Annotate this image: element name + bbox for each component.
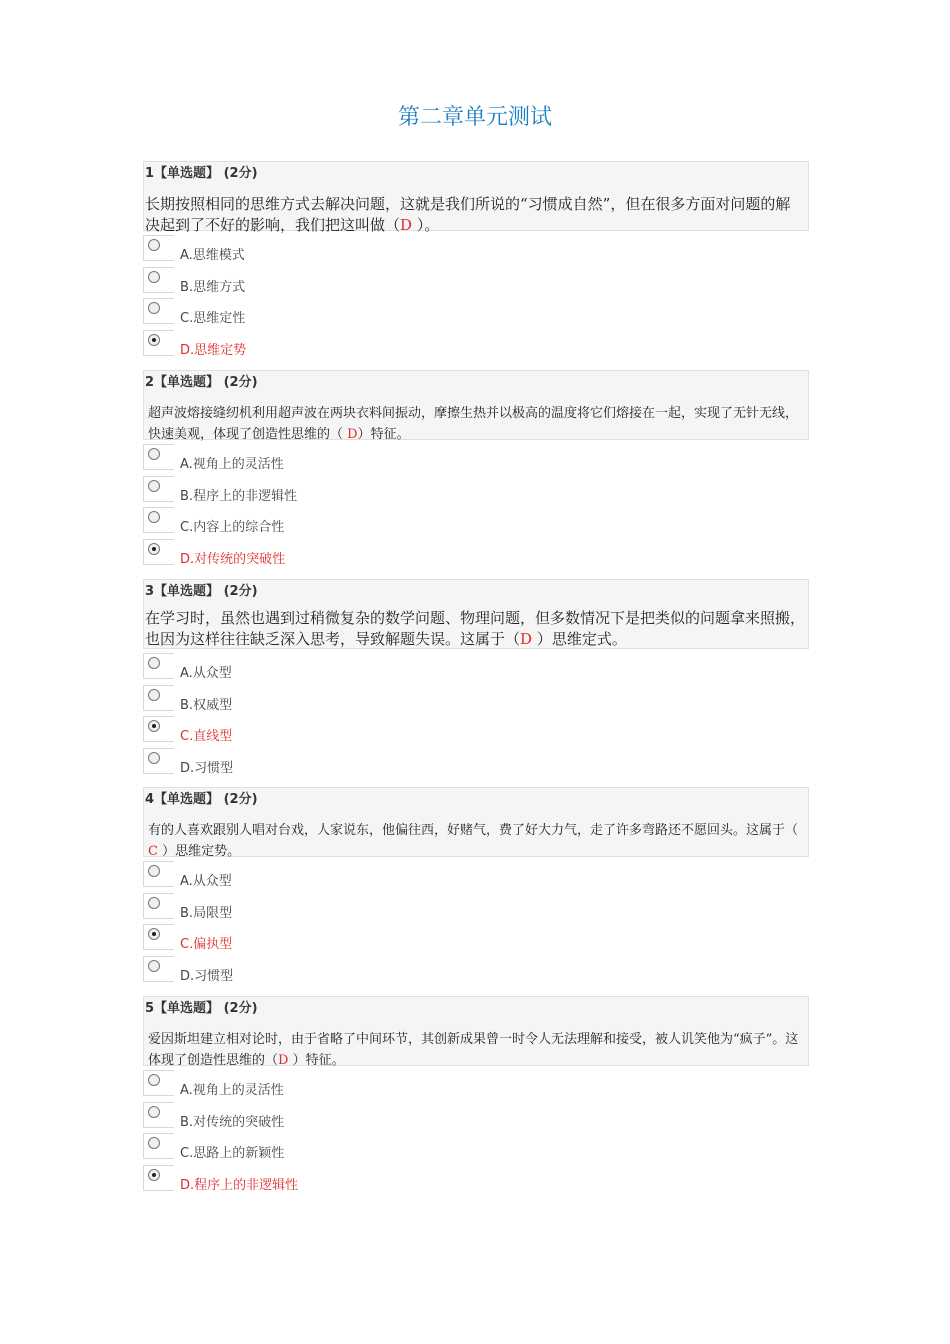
options-list xyxy=(143,651,809,777)
option-c[interactable]: C.直线型 xyxy=(143,714,809,746)
option-a[interactable]: A.视角上的灵活性 xyxy=(143,442,809,474)
question-score: (2分) xyxy=(223,584,258,599)
question-2 xyxy=(143,370,809,568)
radio-button[interactable] xyxy=(148,448,160,460)
radio-button[interactable] xyxy=(148,897,160,909)
answer-mark: D xyxy=(347,427,358,442)
radio-button-checked[interactable] xyxy=(148,1169,160,1181)
option-a[interactable]: A.视角上的灵活性 xyxy=(143,1068,809,1100)
radio-button[interactable] xyxy=(148,1137,160,1149)
radio-button-checked[interactable] xyxy=(148,928,160,940)
radio-button[interactable] xyxy=(148,960,160,972)
option-d[interactable]: D.程序上的非逻辑性 xyxy=(143,1163,809,1195)
option-b[interactable]: B.权威型 xyxy=(143,683,809,715)
question-5 xyxy=(143,996,809,1194)
question-number: 4 xyxy=(145,792,155,807)
question-box xyxy=(143,579,809,649)
option-d[interactable]: D.思维定势 xyxy=(143,328,809,360)
option-d[interactable]: D.习惯型 xyxy=(143,954,809,986)
question-number: 3 xyxy=(145,584,155,599)
radio-button[interactable] xyxy=(148,689,160,701)
question-type: 【单选题】 xyxy=(154,792,220,807)
answer-mark: C xyxy=(148,844,158,859)
radio-button[interactable] xyxy=(148,1106,160,1118)
question-text: 爱因斯坦建立相对论时，由于省略了中间环节，其创新成果曾一时令人无法理解和接受，被人讥笑他为“疯子”。这体现了创造性思维的（D ）特征。 xyxy=(148,1032,799,1068)
radio-button[interactable] xyxy=(148,239,160,251)
question-header xyxy=(144,788,808,810)
question-score: (2分) xyxy=(223,166,258,181)
question-score: (2分) xyxy=(223,1001,258,1016)
radio-button-checked[interactable] xyxy=(148,543,160,555)
radio-button[interactable] xyxy=(148,657,160,669)
options-list xyxy=(143,1068,809,1194)
radio-button[interactable] xyxy=(148,271,160,283)
question-box xyxy=(143,370,809,440)
question-box xyxy=(143,996,809,1066)
question-type: 【单选题】 xyxy=(154,375,220,390)
question-1 xyxy=(143,161,809,359)
option-c[interactable]: C.内容上的综合性 xyxy=(143,505,809,537)
question-4 xyxy=(143,787,809,985)
answer-mark: D xyxy=(400,216,413,234)
answer-mark: D xyxy=(278,1053,289,1068)
option-c[interactable]: C.思路上的新颖性 xyxy=(143,1131,809,1163)
option-a[interactable]: A.从众型 xyxy=(143,651,809,683)
question-header xyxy=(144,162,808,184)
question-text: 超声波熔接缝纫机利用超声波在两块衣料间振动，摩擦生热并以极高的温度将它们熔接在一起，实现了无针无线，快速美观，体现了创造性思维的（ D）特征。 xyxy=(148,406,799,442)
radio-button[interactable] xyxy=(148,1074,160,1086)
question-box xyxy=(143,787,809,857)
question-header xyxy=(144,371,808,393)
question-text: 在学习时，虽然也遇到过稍微复杂的数学问题、物理问题，但多数情况下是把类似的问题拿来照搬，也因为这样往往缺乏深入思考，导致解题失误。这属于（D ）思维定式。 xyxy=(145,609,806,648)
question-type: 【单选题】 xyxy=(154,1001,220,1016)
options-list xyxy=(143,233,809,359)
option-d[interactable]: D.习惯型 xyxy=(143,746,809,778)
question-type: 【单选题】 xyxy=(154,166,220,181)
question-score: (2分) xyxy=(223,792,258,807)
options-list xyxy=(143,442,809,568)
radio-button-checked[interactable] xyxy=(148,720,160,732)
option-b[interactable]: B.对传统的突破性 xyxy=(143,1100,809,1132)
question-box xyxy=(143,161,809,234)
option-d[interactable]: D.对传统的突破性 xyxy=(143,537,809,569)
question-number: 1 xyxy=(145,166,155,181)
option-a[interactable]: A.思维模式 xyxy=(143,233,809,265)
page-title: 第二章单元测试 xyxy=(397,105,552,130)
question-text: 长期按照相同的思维方式去解决问题，这就是我们所说的“习惯成自然”，但在很多方面对问题的解决起到了不好的影响，我们把这叫做（D ）。 xyxy=(145,195,791,234)
question-type: 【单选题】 xyxy=(154,584,220,599)
question-score: (2分) xyxy=(223,375,258,390)
radio-button[interactable] xyxy=(148,302,160,314)
option-b[interactable]: B.局限型 xyxy=(143,891,809,923)
option-b[interactable]: B.程序上的非逻辑性 xyxy=(143,474,809,506)
answer-mark: D xyxy=(520,630,533,648)
radio-button[interactable] xyxy=(148,480,160,492)
radio-button[interactable] xyxy=(148,752,160,764)
question-text: 有的人喜欢跟别人唱对台戏，人家说东，他偏往西，好赌气，费了好大力气，走了许多弯路还不愿回头。这属于（ C ）思维定势。 xyxy=(148,823,799,859)
option-c[interactable]: C.偏执型 xyxy=(143,922,809,954)
radio-button[interactable] xyxy=(148,511,160,523)
question-number: 5 xyxy=(145,1001,155,1016)
radio-button-checked[interactable] xyxy=(148,334,160,346)
question-number: 2 xyxy=(145,375,155,390)
option-a[interactable]: A.从众型 xyxy=(143,859,809,891)
question-header xyxy=(144,997,808,1019)
option-b[interactable]: B.思维方式 xyxy=(143,265,809,297)
option-c[interactable]: C.思维定性 xyxy=(143,296,809,328)
question-header xyxy=(144,580,808,602)
radio-button[interactable] xyxy=(148,865,160,877)
question-3 xyxy=(143,579,809,777)
options-list xyxy=(143,859,809,985)
